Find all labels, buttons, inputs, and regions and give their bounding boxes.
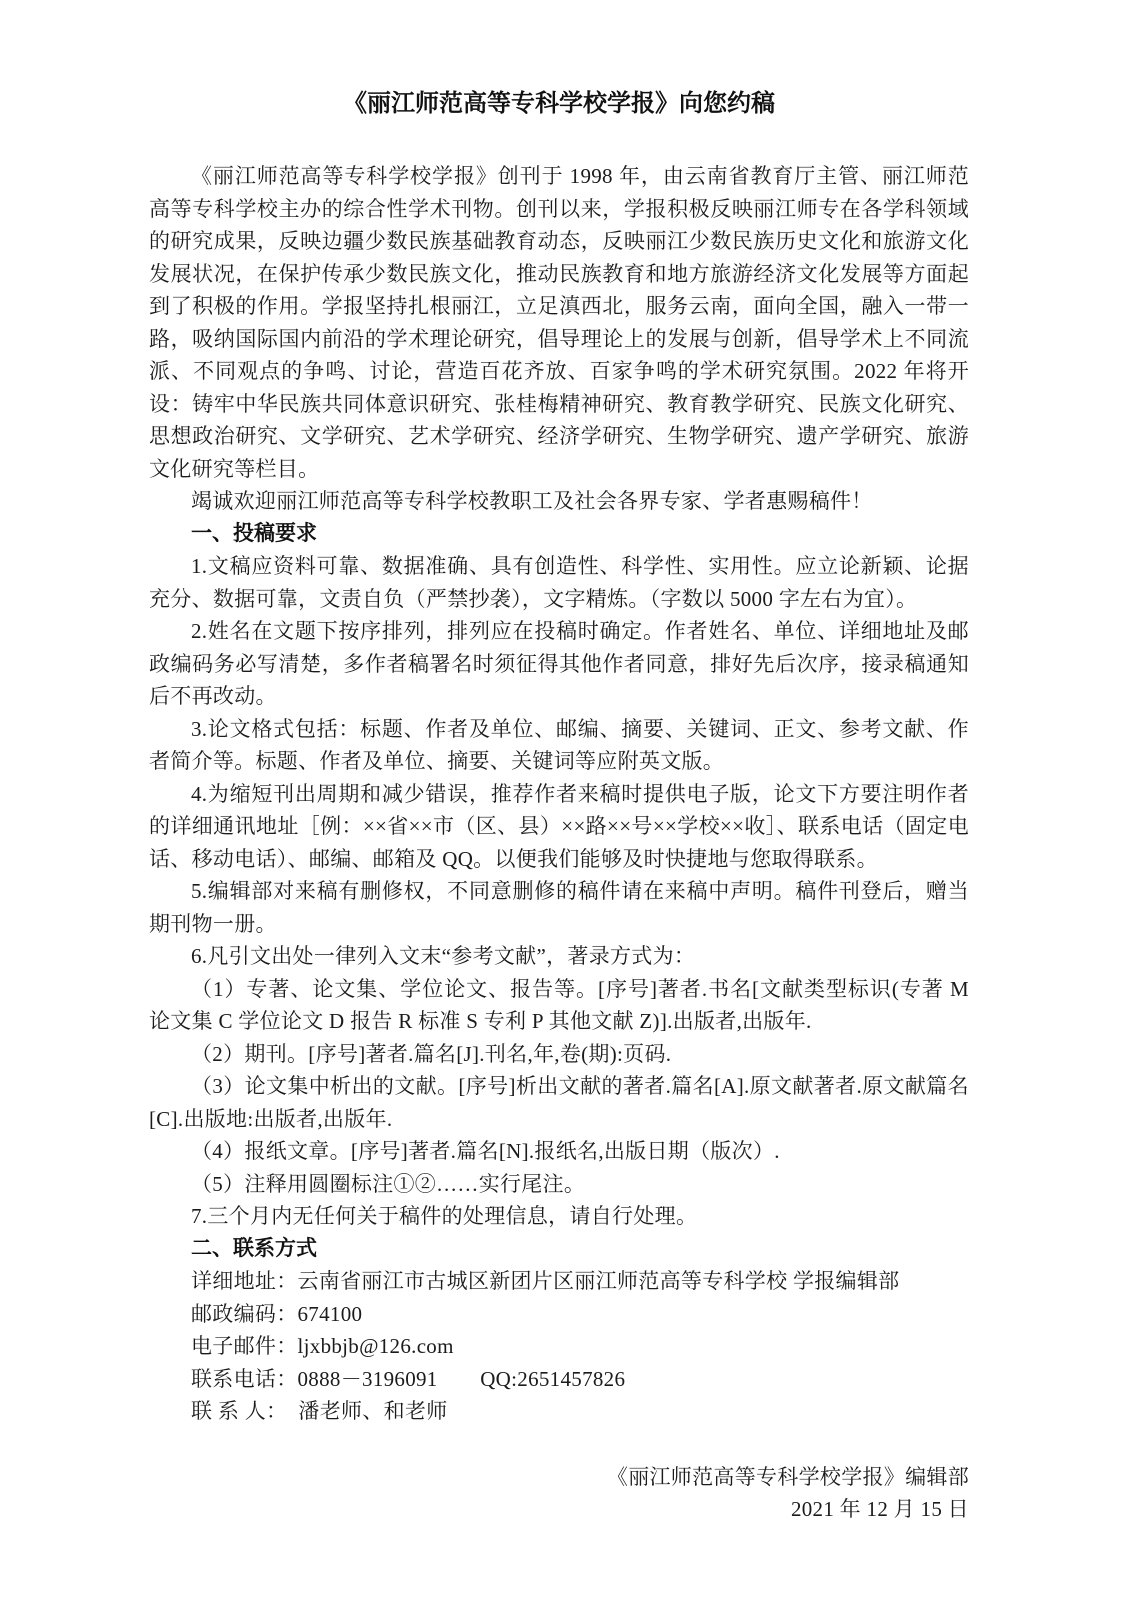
reference-format-item-4: （4）报纸文章。[序号]著者.篇名[N].报纸名,出版日期（版次）. [191, 1139, 780, 1163]
document-title: 《丽江师范高等专科学校学报》向您约稿 [343, 90, 775, 117]
reference-format-item-5: （5）注释用圆圈标注①②……实行尾注。 [191, 1171, 586, 1196]
signature-block [149, 1461, 969, 1526]
signature-date: 2021 年 12 月 15 日 [790, 1497, 969, 1521]
contact-postal-code-line: 邮政编码：674100 [191, 1301, 363, 1326]
requirement-item-6: 6.凡引文出处一律列入文末“参考文献”，著录方式为： [191, 944, 696, 968]
requirement-item-7: 7.三个月内无任何关于稿件的处理信息，请自行处理。 [191, 1204, 698, 1228]
welcome-paragraph: 竭诚欢迎丽江师范高等专科学校教职工及社会各界专家、学者惠赐稿件！ [191, 489, 873, 513]
reference-format-item-2: （2）期刊。[序号]著者.篇名[J].刊名,年,卷(期):页码. [191, 1041, 672, 1066]
section-heading-contact-info: 二、联系方式 [191, 1236, 317, 1260]
contact-address-line: 详细地址：云南省丽江市古城区新团片区丽江师范高等专科学校 学报编辑部 [191, 1269, 900, 1293]
reference-format-item-1: （1）专著、论文集、学位论文、报告等。[序号]著者.书名[文献类型标识(专著 M 论文集 C 学位论文 D 报告 R 标准 S 专利 P 其他文献 Z)].出版者,出版年. [149, 976, 969, 1033]
contact-email-line: 电子邮件：ljxbbjb@126.com [191, 1334, 454, 1358]
requirement-item-2: 2.姓名在文题下按序排列，排列应在投稿时确定。作者姓名、单位、详细地址及邮政编码务必写清楚，多作者稿署名时须征得其他作者同意，排好先后次序，接录稿通知后不再改动。 [149, 619, 969, 708]
intro-paragraph: 《丽江师范高等专科学校学报》创刊于 1998 年，由云南省教育厅主管、丽江师范高等专科学校主办的综合性学术刊物。创刊以来，学报积极反映丽江师专在各学科领域的研究成果，反映边疆少数民族基础教育动态，反映丽江少数民族历史文化和旅游文化发展状况，在保护传承少数民族文化，推动民族教育和地方旅游经济文化发展等方面起到了积极的作用。学报坚持扎根丽江，立足滇西北，服务云南，面向全国，融入一带一路，吸纳国际国内前沿的学术理论研究，倡导理论上的发展与创新，倡导学术上不同流派、不同观点的争鸣、讨论，营造百花齐放、百家争鸣的学术研究氛围。2022 年将开设：铸牢中华民族共同体意识研究、张桂梅精神研究、教育教学研究、民族文化研究、思想政治研究、文学研究、艺术学研究、经济学研究、生物学研究、遗产学研究、旅游文化研究等栏目。 [149, 164, 969, 481]
reference-format-item-3: （3）论文集中析出的文献。[序号]析出文献的著者.篇名[A].原文献著者.原文献篇名[C].出版地:出版者,出版年. [149, 1074, 969, 1131]
requirement-item-5: 5.编辑部对来稿有删修权，不同意删修的稿件请在来稿中声明。稿件刊登后，赠当期刊物一册。 [149, 879, 969, 936]
requirement-item-1: 1.文稿应资料可靠、数据准确、具有创造性、科学性、实用性。应立论新颖、论据充分、数据可靠，文责自负（严禁抄袭），文字精炼。（字数以 5000 字左右为宜）。 [149, 554, 969, 611]
document-content [149, 86, 969, 1526]
section-heading-submission-requirements: 一、投稿要求 [191, 521, 317, 545]
contact-person-line: 联 系 人： 潘老师、和老师 [191, 1399, 448, 1423]
contact-phone-qq-line: 联系电话：0888－3196091 QQ:2651457826 [191, 1366, 626, 1391]
requirement-item-3: 3.论文格式包括：标题、作者及单位、邮编、摘要、关键词、正文、参考文献、作者简介等。标题、作者及单位、摘要、关键词等应附英文版。 [149, 716, 969, 773]
signature-org: 《丽江师范高等专科学校学报》编辑部 [606, 1464, 969, 1489]
requirement-item-4: 4.为缩短刊出周期和减少错误，推荐作者来稿时提供电子版，论文下方要注明作者的详细通讯地址［例：××省××市（区、县）××路××号××学校××收］、联系电话（固定电话、移动电话）、邮编、邮箱及 QQ。以便我们能够及时快捷地与您取得联系。 [149, 781, 969, 871]
